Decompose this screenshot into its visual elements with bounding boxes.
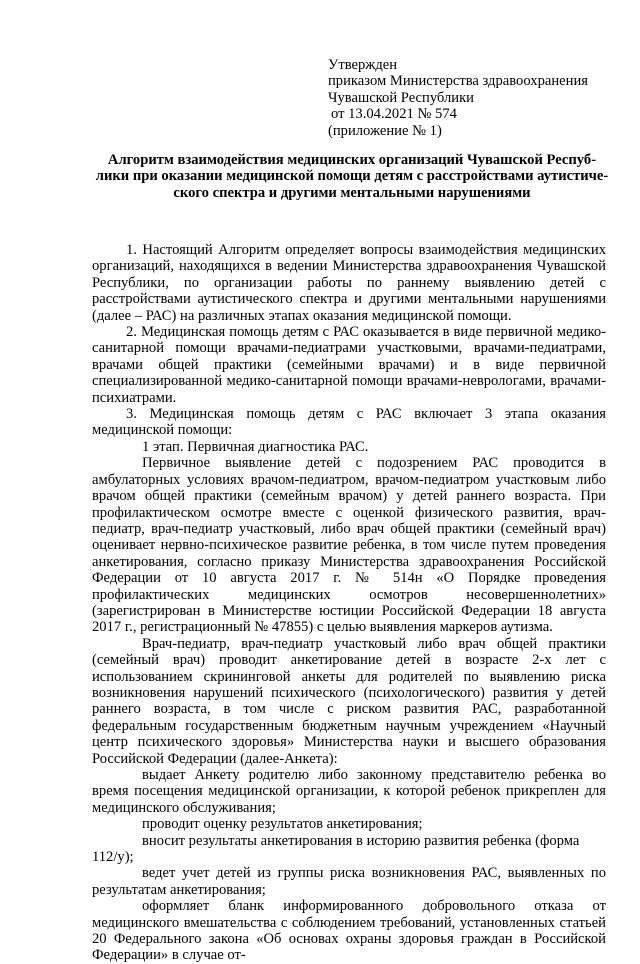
paragraph: Врач-педиатр, врач-педиатр участковый либо врач общей практики (семейный врач) проводит анкетирование детей в возрасте 2-х лет с использованием скрининговой анкеты для родителей по выявлению риска возникновения нарушений психического (психологического) развития у детей раннего возраста, в том числе с риском развития РАС, разработанной федеральным государственным бюджетным научным учреждением «Научный центр психического здоровья» Министерства науки и высшего образования Российской Федерации (далее-Анкета): [92,635,606,767]
approval-line: Чувашской Республики [328,89,474,106]
title-line: ского спектра и другими ментальными нарушениями [173,184,531,201]
approval-line: от 13.04.2021 № 574 [331,106,457,123]
paragraph: вносит результаты анкетирования в историю развития ребенка (форма 112/у); [92,832,580,866]
title-line: лики при оказании медицинской помощи детям с расстройствами аутистиче- [95,168,609,185]
approval-line: Утвержден [328,57,398,73]
approval-block [328,57,618,139]
document-body [92,242,606,964]
paragraph: выдает Анкету родителю либо законному представителю ребенка во время посещения медицинской организации, к которой ребенок прикреплен для медицинского обслуживания; [92,767,606,816]
paragraph: оформляет бланк информированного добровольного отказа от медицинского вмешательства с соблюдением требований, установленных статьей 20 Федерального закона «Об основах охраны здоровья граждан в Российской Федерации» в случае от- [92,898,606,964]
paragraph: ведет учет детей из группы риска возникновения РАС, выявленных по результатам анкетирования; [92,865,606,898]
paragraph: проводит оценку результатов анкетирования; [142,816,423,833]
paragraph: Первичное выявление детей с подозрением РАС проводится в амбулаторных условиях врачом-педиатром, врачом-педиатром участковым либо врачом общей практики (семейным врачом) у детей раннего возраста. При профилактическом осмотре вместе с оценкой физического развития, врач-педиатр, врач-педиатр участковый, либо врач общей практики (семейный врач) оценивает нервно-психическое развитие ребенка, в том числе путем проведения анкетирования, согласно приказу Министерства здравоохранения Российской Федерации от 10 августа 2017 г. № 514н «О Порядке проведения профилактических медицинских осмотров несовершеннолетних» (зарегистрирован в Министерстве юстиции Российской Федерации 18 августа 2017 г., регистрационный № 47855) с целью выявления маркеров аутизма. [92,455,606,636]
approval-line: (приложение № 1) [328,122,442,139]
approval-line: приказом Министерства здравоохранения [328,73,588,90]
title-line: Алгоритм взаимодействия медицинских организаций Чувашской Респуб- [107,152,597,168]
paragraph: 1 этап. Первичная диагностика РАС. [142,438,369,455]
document-title [92,152,612,201]
paragraph: 3. Медицинская помощь детям с РАС включает 3 этапа оказания медицинской помощи: [92,406,606,439]
paragraph: 1. Настоящий Алгоритм определяет вопросы взаимодействия медицинских организаций, находящихся в ведении Министерства здравоохранения Чувашской Республики, по организации работы по раннему выявлению детей с расстройствами аутистического спектра и другими ментальными нарушениями (далее – РАС) на различных этапах оказания медицинской помощи. [92,242,606,324]
paragraph: 2. Медицинская помощь детям с РАС оказывается в виде первичной медико-санитарной помощи врачами-педиатрами участковыми, врачами-педиатрами, врачами общей практики (семейными врачами) и в виде первичной специализированной медико-санитарной помощи врачами-неврологами, врачами-психиатрами. [92,324,606,406]
